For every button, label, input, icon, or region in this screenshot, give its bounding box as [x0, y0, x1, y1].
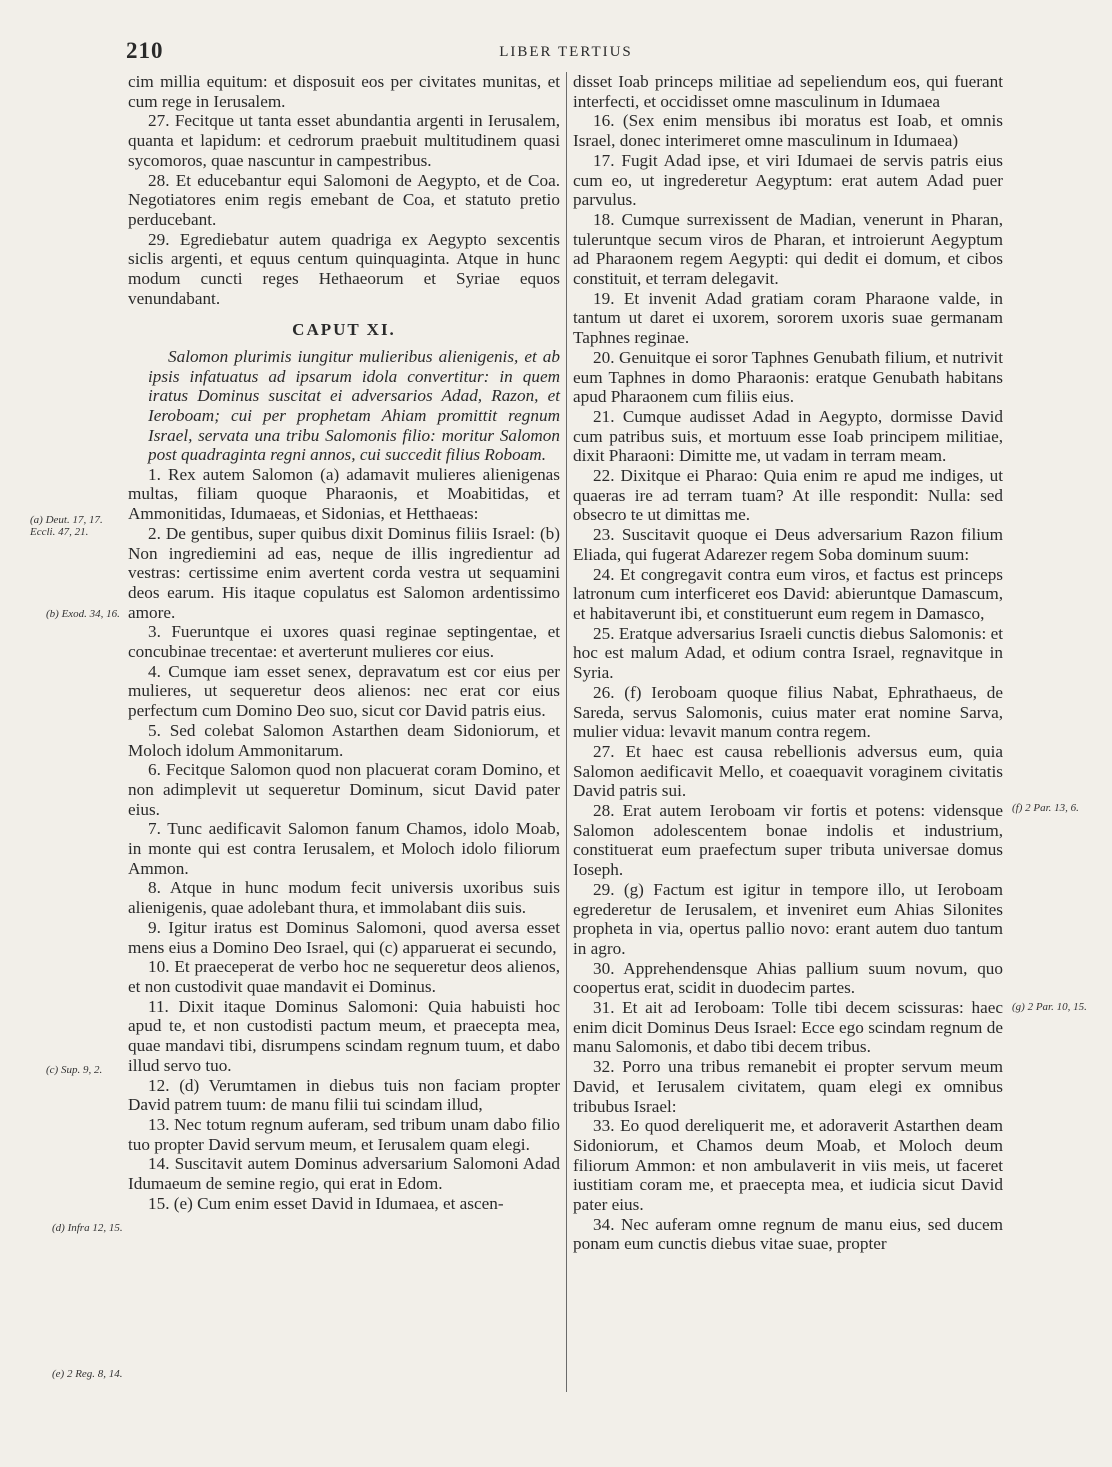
verse-paragraph: 26. (f) Ieroboam quoque filius Nabat, Ephrathaeus, de Sareda, servus Salomonis, cuius mater erat nomine Sarva, mulier vidua: levavit manum contra regem. [573, 682, 1003, 742]
verse-paragraph: 18. Cumque surrexissent de Madian, venerunt in Pharan, tuleruntque secum viros de Pharan, et introierunt Aegyptum ad Pharaonem regem Aegypti: qui dedit ei domum, et cibos constituit, et terram delegavit. [573, 209, 1003, 289]
verse-paragraph: 25. Eratque adversarius Israeli cunctis diebus Salomonis: et hoc est malum Adad, et odium contra Israel, regnavitque in Syria. [573, 623, 1003, 683]
verse-paragraph: 3. Fueruntque ei uxores quasi reginae septingentae, et concubinae trecentae: et averterunt mulieres cor eius. [128, 622, 560, 662]
verse-paragraph: 27. Fecitque ut tanta esset abundantia argenti in Ierusalem, quanta et lapidum: et cedrorum praebuit multitudinem quasi sycomoros, quae nascuntur in campestribus. [128, 111, 560, 170]
verse-paragraph: 4. Cumque iam esset senex, depravatum est cor eius per mulieres, ut sequeretur deos alienos: nec erat cor eius perfectum cum Domino Deo suo, sicut cor David patris eius. [128, 661, 560, 721]
verse-paragraph: 1. Rex autem Salomon (a) adamavit mulieres alienigenas multas, filiam quoque Pharaonis, et Moabitidas, et Ammonitidas, Idumaeas, et Sidonias, et Hetthaeas: [128, 464, 560, 524]
verse-paragraph: 7. Tunc aedificavit Salomon fanum Chamos, idolo Moab, in monte qui est contra Ierusalem, et Moloch idolo filiorum Ammon. [128, 819, 560, 878]
right-column [573, 72, 1003, 1254]
verse-paragraph: 27. Et haec est causa rebellionis adversus eum, quia Salomon aedificavit Mello, et coaequavit voraginem civitatis David patris sui. [573, 741, 1003, 801]
verse-paragraph: 23. Suscitavit quoque ei Deus adversarium Razon filium Eliada, qui fugerat Adarezer regem Soba dominum suum: [573, 525, 1003, 564]
verse-paragraph: 30. Apprehendensque Ahias pallium suum novum, quo coopertus erat, scidit in duodecim partes. [573, 958, 1003, 998]
verse-paragraph: 15. (e) Cum enim esset David in Idumaea, et ascen- [148, 1193, 504, 1213]
running-head: LIBER TERTIUS [499, 44, 633, 60]
page-header [126, 38, 1006, 66]
verse-paragraph: 31. Et ait ad Ieroboam: Tolle tibi decem scissuras: haec enim dicit Dominus Deus Israel: Ecce ego scindam regnum de manu Salomonis, et dabo tibi decem tribus. [573, 998, 1003, 1057]
chapter-title: CAPUT XI. [292, 320, 396, 340]
column-divider [566, 72, 567, 1392]
verse-paragraph: 12. (d) Verumtamen in diebus tuis non faciam propter David patrem tuum: de manu filii tui scindam illud, [128, 1075, 560, 1115]
margin-note-g: (g) 2 Par. 10, 15. [1012, 1001, 1087, 1013]
margin-note-f: (f) 2 Par. 13, 6. [1012, 802, 1079, 814]
margin-note-e: (e) 2 Reg. 8, 14. [52, 1368, 123, 1380]
verse-paragraph: 2. De gentibus, super quibus dixit Dominus filiis Israel: (b) Non ingrediemini ad eas, neque de illis ingredientur ad vestras: certissime enim avertent corda vestra ut sequamini deos earum. His itaque copulatus est Salomon ardentissimo amore. [128, 523, 560, 622]
chapter-summary: Salomon plurimis iungitur mulieribus alienigenis, et ab ipsis infatuatus ad ipsarum idola convertitur: in quem iratus Dominus suscitat ei adversarios Adad, Razon, et Ieroboam; cui per prophetam Ahiam promittit regnum Israel, servata una tribu Salomonis filio: moritur Salomon post quadraginta regni annos, cui succedit filius Roboam. [148, 347, 560, 465]
verse-paragraph: 14. Suscitavit autem Dominus adversarium Salomoni Adad Idumaeum de semine regio, qui erat in Edom. [128, 1154, 560, 1194]
margin-note-c: (c) Sup. 9, 2. [46, 1064, 103, 1076]
margin-note-b: (b) Exod. 34, 16. [46, 608, 120, 620]
verse-paragraph: 16. (Sex enim mensibus ibi moratus est Ioab, et omnis Israel, donec interimeret omne masculinum in Idumaea) [573, 111, 1003, 151]
left-column-verses-before [128, 72, 560, 308]
verse-paragraph: 11. Dixit itaque Dominus Salomoni: Quia habuisti hoc apud te, et non custodisti pactum meum, et praecepta mea, quae mandavi tibi, disrumpens scindam regnum tuum, et dabo illud servo tuo. [128, 996, 560, 1075]
verse-paragraph: 13. Nec totum regnum auferam, sed tribum unam dabo filio tuo propter David servum meum, et Ierusalem quam elegi. [128, 1114, 560, 1154]
verse-paragraph: cim millia equitum: et disposuit eos per civitates munitas, et cum rege in Ierusalem. [128, 72, 560, 111]
verse-paragraph: 33. Eo quod dereliquerit me, et adoraverit Astarthen deam Sidoniorum, et Chamos deum Moab, et Moloch deum filiorum Ammon: et non ambulaverit in viis meis, ut faceret iustitiam coram me, et praecepta mea, et iudicia sicut David pater eius. [573, 1116, 1003, 1215]
margin-note-a: (a) Deut. 17, 17. Eccli. 47, 21. [30, 514, 103, 538]
verse-paragraph: 32. Porro una tribus remanebit ei propter servum meum David, et Ierusalem civitatem, quam elegi ex omnibus tribubus Israel: [573, 1057, 1003, 1116]
left-column [128, 72, 560, 1213]
page-number: 210 [126, 38, 164, 63]
verse-paragraph: 22. Dixitque ei Pharao: Quia enim re apud me indiges, ut quaeras ire ad terram tuam? At ille respondit: Nulla: sed obsecro te ut dimittas me. [573, 466, 1003, 525]
left-column-verses-after [128, 465, 560, 1214]
verse-paragraph: 17. Fugit Adad ipse, et viri Idumaei de servis patris eius cum eo, ut ingrederetur Aegyptum: erat autem Adad puer parvulus. [573, 150, 1003, 210]
verse-paragraph: 9. Igitur iratus est Dominus Salomoni, quod aversa esset mens eius a Domino Deo Israel, qui (c) apparuerat ei secundo, [128, 917, 560, 957]
verse-paragraph: 29. Egrediebatur autem quadriga ex Aegypto sexcentis siclis argenti, et equus centum quinquaginta. Atque in hunc modum cuncti reges Hethaeorum et Syriae equos venundabant. [128, 229, 560, 308]
verse-paragraph: 5. Sed colebat Salomon Astarthen deam Sidoniorum, et Moloch idolum Ammonitarum. [128, 720, 560, 760]
verse-paragraph: 8. Atque in hunc modum fecit universis uxoribus suis alienigenis, quae adolebant thura, et immolabant diis suis. [128, 878, 560, 918]
margin-note-d: (d) Infra 12, 15. [52, 1222, 123, 1234]
verse-paragraph: 34. Nec auferam omne regnum de manu eius, sed ducem ponam eum cunctis diebus vitae suae, propter [573, 1214, 1003, 1254]
verse-paragraph: 29. (g) Factum est igitur in tempore illo, ut Ieroboam egrederetur de Ierusalem, et inveniret eum Ahias Silonites propheta in via, opertus pallio novo: erant autem duo tantum in agro. [573, 879, 1003, 958]
verse-paragraph: 28. Et educebantur equi Salomoni de Aegypto, et de Coa. Negotiatores enim regis emebant de Coa, et statuto pretio perducebant. [128, 170, 560, 229]
verse-paragraph: 19. Et invenit Adad gratiam coram Pharaone valde, in tantum ut daret ei uxorem, sororem uxoris suae germanam Taphnes reginae. [573, 288, 1003, 348]
verse-paragraph: 6. Fecitque Salomon quod non placuerat coram Domino, et non adimplevit ut sequeretur Dominum, sicut David pater eius. [128, 760, 560, 819]
verse-paragraph: disset Ioab princeps militiae ad sepeliendum eos, qui fuerant interfecti, et occidisset omne masculinum in Idumaea [573, 72, 1003, 111]
verse-paragraph: 24. Et congregavit contra eum viros, et factus est princeps latronum cum interficeret eos David: abieruntque Damascum, et habitaverunt ibi, et constituerunt eum regem in Damasco, [573, 564, 1003, 623]
verse-paragraph: 28. Erat autem Ieroboam vir fortis et potens: vidensque Salomon adolescentem bonae indolis et industrium, constituerat eum praefectum super tributa universae domus Ioseph. [573, 801, 1003, 880]
verse-paragraph: 20. Genuitque ei soror Taphnes Genubath filium, et nutrivit eum Taphnes in domo Pharaonis: eratque Genubath habitans apud Pharaonem cum filiis eius. [573, 347, 1003, 407]
verse-paragraph: 21. Cumque audisset Adad in Aegypto, dormisse David cum patribus suis, et mortuum esse Ioab principem militiae, dixit Pharaoni: Dimitte me, ut vadam in terram meam. [573, 406, 1003, 466]
verse-paragraph: 10. Et praeceperat de verbo hoc ne sequeretur deos alienos, et non custodivit quae mandavit ei Dominus. [128, 957, 560, 996]
